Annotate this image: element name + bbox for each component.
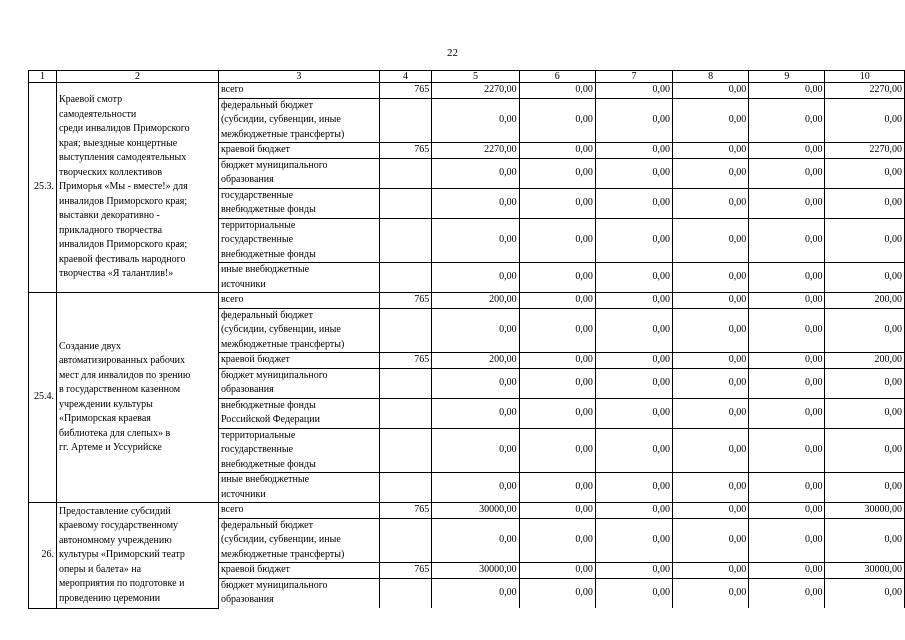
funding-source: всего bbox=[218, 503, 379, 519]
amount-9: 0,00 bbox=[749, 98, 825, 143]
amount-5: 2270,00 bbox=[432, 83, 519, 99]
funding-source: бюджет муниципального образования bbox=[218, 368, 379, 398]
amount-8: 0,00 bbox=[673, 518, 749, 563]
amount-6: 0,00 bbox=[519, 518, 595, 563]
header-cell: 8 bbox=[673, 71, 749, 83]
budget-code bbox=[379, 368, 432, 398]
item-index: 26. bbox=[29, 503, 57, 609]
amount-8: 0,00 bbox=[673, 83, 749, 99]
header-row bbox=[29, 71, 905, 83]
amount-7: 0,00 bbox=[595, 188, 672, 218]
header-cell: 3 bbox=[218, 71, 379, 83]
amount-8: 0,00 bbox=[673, 473, 749, 503]
item-description: Создание двух автоматизированных рабочих мест для инвалидов по зрению в государственном казенном учреждении культуры «Приморская краевая библиотека для слепых» в гг. Артеме и Уссурийске bbox=[56, 293, 218, 503]
amount-10: 0,00 bbox=[825, 473, 905, 503]
amount-5: 0,00 bbox=[432, 263, 519, 293]
budget-code bbox=[379, 98, 432, 143]
header-cell: 9 bbox=[749, 71, 825, 83]
amount-9: 0,00 bbox=[749, 218, 825, 263]
amount-9: 0,00 bbox=[749, 398, 825, 428]
amount-5: 0,00 bbox=[432, 218, 519, 263]
amount-6: 0,00 bbox=[519, 428, 595, 473]
amount-5: 2270,00 bbox=[432, 143, 519, 159]
budget-table bbox=[28, 70, 905, 609]
funding-source: территориальные государственные внебюджетные фонды bbox=[218, 218, 379, 263]
amount-9: 0,00 bbox=[749, 83, 825, 99]
funding-source: всего bbox=[218, 83, 379, 99]
funding-source: федеральный бюджет (субсидии, субвенции, иные межбюджетные трансферты) bbox=[218, 518, 379, 563]
budget-code bbox=[379, 518, 432, 563]
amount-9: 0,00 bbox=[749, 293, 825, 309]
budget-code: 765 bbox=[379, 83, 432, 99]
amount-6: 0,00 bbox=[519, 503, 595, 519]
amount-5: 0,00 bbox=[432, 398, 519, 428]
amount-10: 0,00 bbox=[825, 308, 905, 353]
amount-7: 0,00 bbox=[595, 368, 672, 398]
amount-5: 200,00 bbox=[432, 353, 519, 369]
amount-7: 0,00 bbox=[595, 398, 672, 428]
amount-8: 0,00 bbox=[673, 563, 749, 579]
budget-code: 765 bbox=[379, 503, 432, 519]
amount-6: 0,00 bbox=[519, 578, 595, 608]
amount-7: 0,00 bbox=[595, 353, 672, 369]
funding-source: бюджет муниципального образования bbox=[218, 578, 379, 608]
amount-10: 0,00 bbox=[825, 188, 905, 218]
funding-source: государственные внебюджетные фонды bbox=[218, 188, 379, 218]
item-index: 25.4. bbox=[29, 293, 57, 503]
amount-6: 0,00 bbox=[519, 398, 595, 428]
budget-code: 765 bbox=[379, 563, 432, 579]
amount-7: 0,00 bbox=[595, 158, 672, 188]
budget-code bbox=[379, 473, 432, 503]
amount-9: 0,00 bbox=[749, 158, 825, 188]
amount-5: 0,00 bbox=[432, 158, 519, 188]
budget-code bbox=[379, 398, 432, 428]
budget-code bbox=[379, 158, 432, 188]
amount-8: 0,00 bbox=[673, 353, 749, 369]
budget-code bbox=[379, 218, 432, 263]
amount-10: 200,00 bbox=[825, 293, 905, 309]
amount-6: 0,00 bbox=[519, 143, 595, 159]
amount-8: 0,00 bbox=[673, 293, 749, 309]
amount-8: 0,00 bbox=[673, 188, 749, 218]
header-cell: 6 bbox=[519, 71, 595, 83]
amount-7: 0,00 bbox=[595, 308, 672, 353]
table-row bbox=[29, 83, 905, 99]
amount-9: 0,00 bbox=[749, 263, 825, 293]
amount-6: 0,00 bbox=[519, 368, 595, 398]
amount-8: 0,00 bbox=[673, 98, 749, 143]
amount-10: 0,00 bbox=[825, 263, 905, 293]
amount-10: 0,00 bbox=[825, 428, 905, 473]
amount-5: 0,00 bbox=[432, 368, 519, 398]
amount-5: 0,00 bbox=[432, 308, 519, 353]
amount-6: 0,00 bbox=[519, 218, 595, 263]
amount-5: 30000,00 bbox=[432, 503, 519, 519]
amount-8: 0,00 bbox=[673, 368, 749, 398]
funding-source: территориальные государственные внебюджетные фонды bbox=[218, 428, 379, 473]
amount-10: 30000,00 bbox=[825, 503, 905, 519]
amount-10: 0,00 bbox=[825, 368, 905, 398]
amount-6: 0,00 bbox=[519, 188, 595, 218]
table-row bbox=[29, 503, 905, 519]
header-cell: 5 bbox=[432, 71, 519, 83]
header-cell: 10 bbox=[825, 71, 905, 83]
amount-8: 0,00 bbox=[673, 503, 749, 519]
header-cell: 7 bbox=[595, 71, 672, 83]
amount-8: 0,00 bbox=[673, 398, 749, 428]
amount-7: 0,00 bbox=[595, 218, 672, 263]
budget-code: 765 bbox=[379, 143, 432, 159]
amount-7: 0,00 bbox=[595, 98, 672, 143]
amount-8: 0,00 bbox=[673, 218, 749, 263]
amount-9: 0,00 bbox=[749, 308, 825, 353]
budget-code bbox=[379, 578, 432, 608]
budget-code: 765 bbox=[379, 293, 432, 309]
amount-6: 0,00 bbox=[519, 263, 595, 293]
budget-code bbox=[379, 263, 432, 293]
budget-code bbox=[379, 308, 432, 353]
amount-7: 0,00 bbox=[595, 518, 672, 563]
amount-9: 0,00 bbox=[749, 428, 825, 473]
item-description: Краевой смотр самодеятельности среди инвалидов Приморского края; выездные концертные выступления самодеятельных творческих коллективов Приморья «Мы - вместе!» для инвалидов Приморского края; выставки декоративно - прикладного творчества инвалидов Приморского края; краевой фестиваль народного творчества «Я талантлив!» bbox=[56, 83, 218, 293]
amount-7: 0,00 bbox=[595, 143, 672, 159]
amount-6: 0,00 bbox=[519, 473, 595, 503]
amount-9: 0,00 bbox=[749, 143, 825, 159]
amount-10: 0,00 bbox=[825, 98, 905, 143]
item-index: 25.3. bbox=[29, 83, 57, 293]
amount-5: 0,00 bbox=[432, 428, 519, 473]
funding-source: краевой бюджет bbox=[218, 563, 379, 579]
header-cell: 4 bbox=[379, 71, 432, 83]
header-cell: 1 bbox=[29, 71, 57, 83]
amount-6: 0,00 bbox=[519, 83, 595, 99]
amount-5: 0,00 bbox=[432, 188, 519, 218]
amount-9: 0,00 bbox=[749, 563, 825, 579]
amount-9: 0,00 bbox=[749, 503, 825, 519]
amount-9: 0,00 bbox=[749, 353, 825, 369]
budget-code bbox=[379, 188, 432, 218]
amount-10: 0,00 bbox=[825, 578, 905, 608]
amount-7: 0,00 bbox=[595, 263, 672, 293]
amount-9: 0,00 bbox=[749, 518, 825, 563]
amount-10: 2270,00 bbox=[825, 143, 905, 159]
amount-7: 0,00 bbox=[595, 473, 672, 503]
budget-code: 765 bbox=[379, 353, 432, 369]
amount-5: 0,00 bbox=[432, 578, 519, 608]
funding-source: иные внебюджетные источники bbox=[218, 263, 379, 293]
amount-6: 0,00 bbox=[519, 158, 595, 188]
amount-10: 30000,00 bbox=[825, 563, 905, 579]
amount-5: 30000,00 bbox=[432, 563, 519, 579]
budget-code bbox=[379, 428, 432, 473]
funding-source: краевой бюджет bbox=[218, 143, 379, 159]
funding-source: иные внебюджетные источники bbox=[218, 473, 379, 503]
amount-9: 0,00 bbox=[749, 473, 825, 503]
funding-source: бюджет муниципального образования bbox=[218, 158, 379, 188]
amount-7: 0,00 bbox=[595, 293, 672, 309]
amount-9: 0,00 bbox=[749, 188, 825, 218]
table-body bbox=[29, 83, 905, 609]
amount-5: 200,00 bbox=[432, 293, 519, 309]
amount-10: 2270,00 bbox=[825, 83, 905, 99]
amount-6: 0,00 bbox=[519, 308, 595, 353]
amount-6: 0,00 bbox=[519, 563, 595, 579]
amount-7: 0,00 bbox=[595, 83, 672, 99]
amount-8: 0,00 bbox=[673, 578, 749, 608]
funding-source: краевой бюджет bbox=[218, 353, 379, 369]
amount-8: 0,00 bbox=[673, 263, 749, 293]
amount-10: 200,00 bbox=[825, 353, 905, 369]
amount-10: 0,00 bbox=[825, 218, 905, 263]
funding-source: федеральный бюджет (субсидии, субвенции, иные межбюджетные трансферты) bbox=[218, 98, 379, 143]
amount-9: 0,00 bbox=[749, 368, 825, 398]
amount-5: 0,00 bbox=[432, 518, 519, 563]
amount-5: 0,00 bbox=[432, 473, 519, 503]
header-cell: 2 bbox=[56, 71, 218, 83]
amount-7: 0,00 bbox=[595, 428, 672, 473]
amount-10: 0,00 bbox=[825, 398, 905, 428]
amount-5: 0,00 bbox=[432, 98, 519, 143]
amount-8: 0,00 bbox=[673, 428, 749, 473]
funding-source: внебюджетные фонды Российской Федерации bbox=[218, 398, 379, 428]
page-number: 22 bbox=[447, 47, 458, 59]
amount-6: 0,00 bbox=[519, 293, 595, 309]
table-row bbox=[29, 293, 905, 309]
funding-source: федеральный бюджет (субсидии, субвенции, иные межбюджетные трансферты) bbox=[218, 308, 379, 353]
amount-7: 0,00 bbox=[595, 503, 672, 519]
amount-7: 0,00 bbox=[595, 563, 672, 579]
amount-8: 0,00 bbox=[673, 158, 749, 188]
amount-6: 0,00 bbox=[519, 98, 595, 143]
funding-source: всего bbox=[218, 293, 379, 309]
amount-10: 0,00 bbox=[825, 158, 905, 188]
amount-8: 0,00 bbox=[673, 308, 749, 353]
amount-10: 0,00 bbox=[825, 518, 905, 563]
item-description: Предоставление субсидий краевому государственному автономному учреждению культуры «Приморский театр оперы и балета» на мероприятия по подготовке и проведению церемонии bbox=[56, 503, 218, 609]
amount-7: 0,00 bbox=[595, 578, 672, 608]
amount-9: 0,00 bbox=[749, 578, 825, 608]
amount-8: 0,00 bbox=[673, 143, 749, 159]
amount-6: 0,00 bbox=[519, 353, 595, 369]
